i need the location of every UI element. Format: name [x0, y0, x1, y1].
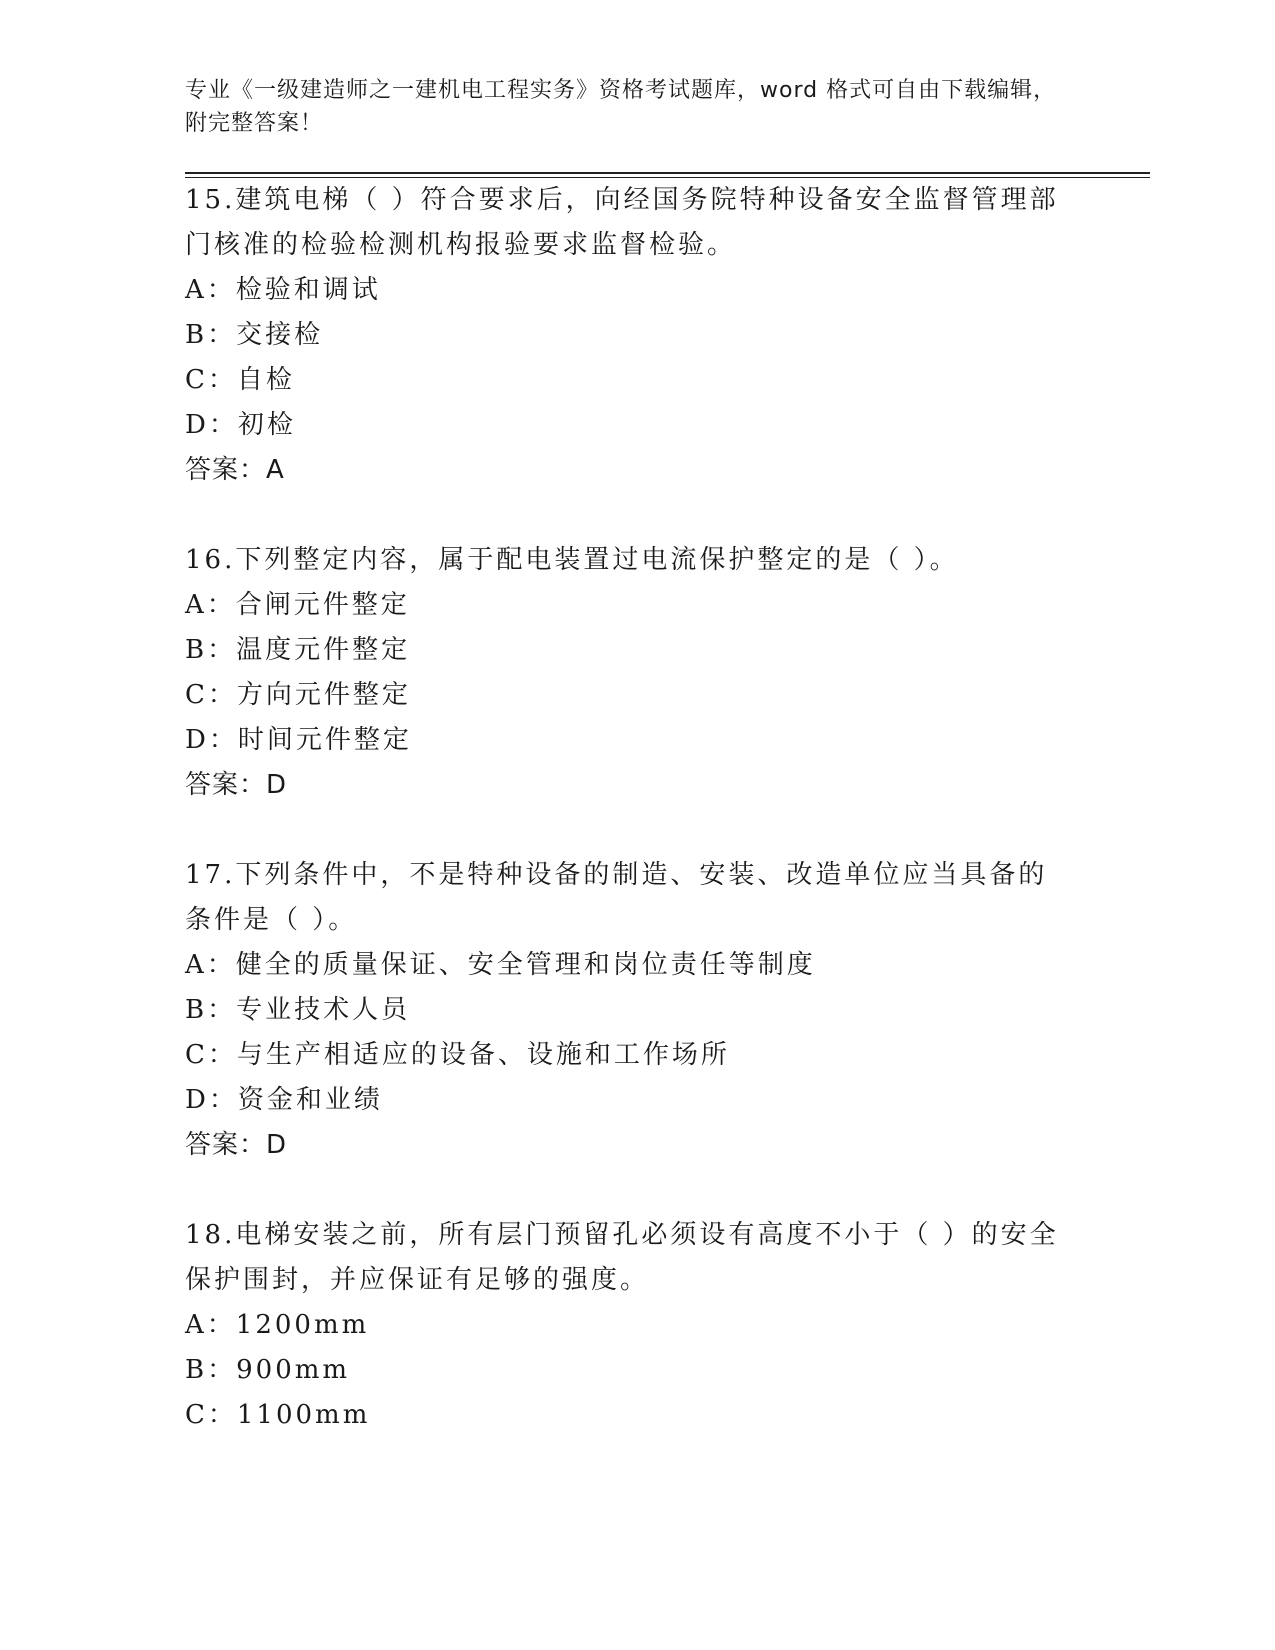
option-d: D：时间元件整定: [185, 725, 412, 755]
option-a: A：1200mm: [185, 1310, 370, 1340]
document-header: 专业《一级建造师之一建机电工程实务》资格考试题库，word 格式可自由下载编辑，附完整答案！: [185, 78, 1057, 136]
option-d: D：资金和业绩: [185, 1085, 383, 1115]
question-16: [185, 538, 1150, 808]
question-stem: 18.电梯安装之前，所有层门预留孔必须设有高度不小于（ ）的安全保护围封，并应保证有足够的强度。: [185, 1220, 1059, 1295]
option-c: C：自检: [185, 365, 295, 395]
question-17: [185, 853, 1150, 1168]
question-stem: 16.下列整定内容，属于配电装置过电流保护整定的是（ ）。: [185, 545, 959, 575]
option-d: D：初检: [185, 410, 296, 440]
option-c: C：1100mm: [185, 1400, 371, 1430]
answer: 答案：D: [185, 1130, 288, 1160]
option-c: C：与生产相适应的设备、设施和工作场所: [185, 1040, 730, 1070]
answer: 答案：A: [185, 455, 285, 485]
option-a: A：健全的质量保证、安全管理和岗位责任等制度: [185, 950, 816, 980]
answer: 答案：D: [185, 770, 288, 800]
question-stem: 15.建筑电梯（ ）符合要求后，向经国务院特种设备安全监督管理部门核准的检验检测机构报验要求监督检验。: [185, 185, 1059, 260]
question-stem: 17.下列条件中，不是特种设备的制造、安装、改造单位应当具备的条件是（ ）。: [185, 860, 1048, 935]
option-b: B：专业技术人员: [185, 995, 411, 1025]
option-b: B：900mm: [185, 1355, 351, 1385]
option-b: B：温度元件整定: [185, 635, 411, 665]
option-a: A：合闸元件整定: [185, 590, 410, 620]
option-c: C：方向元件整定: [185, 680, 411, 710]
option-b: B：交接检: [185, 320, 324, 350]
document-page: [185, 74, 1150, 1438]
question-18: [185, 1213, 1150, 1438]
question-15: [185, 178, 1150, 493]
option-a: A：检验和调试: [185, 275, 381, 305]
